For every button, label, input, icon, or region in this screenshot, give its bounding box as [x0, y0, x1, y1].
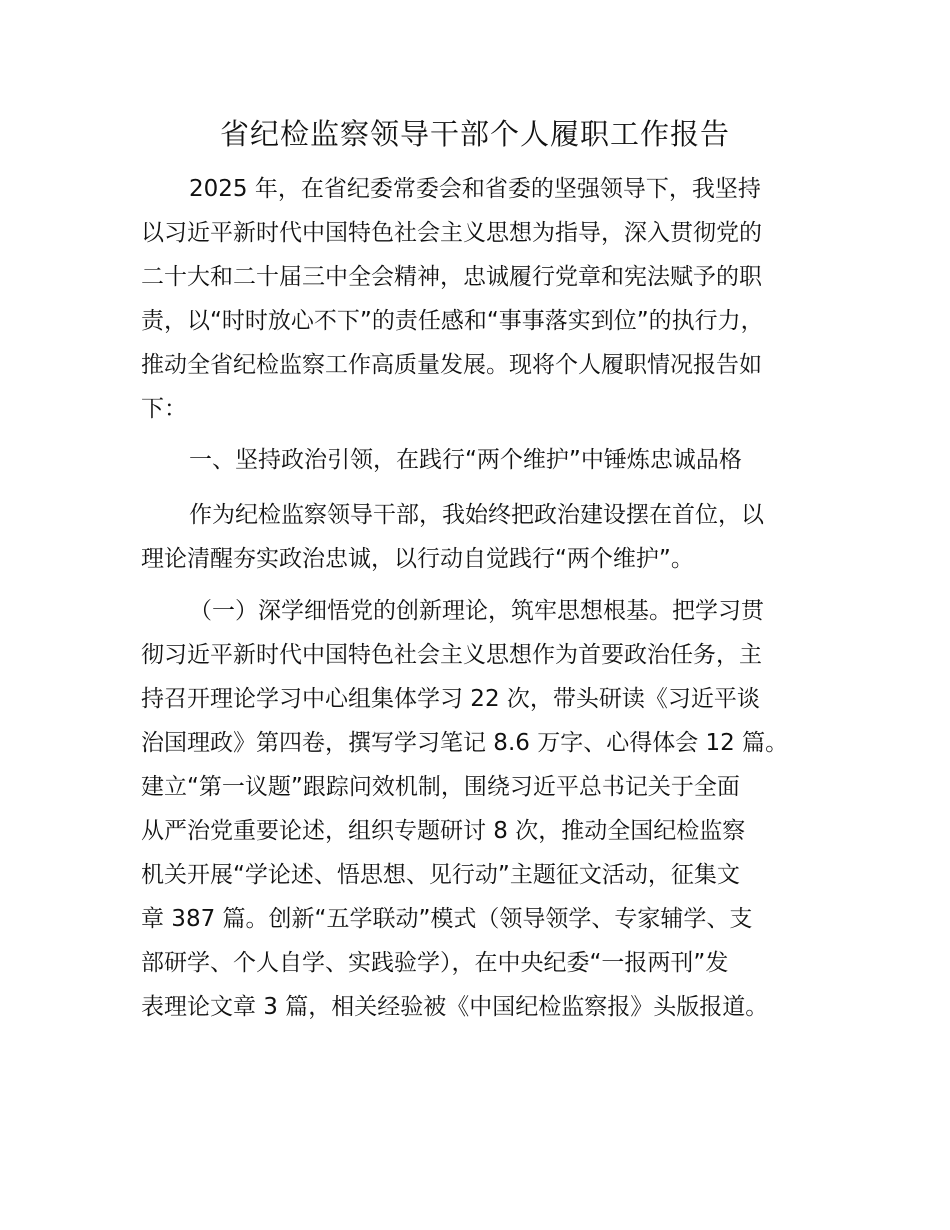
subsection-line: 从严治党重要论述，组织专题研讨 8 次，推动全国纪检监察 [141, 818, 746, 844]
intro-line: 推动全省纪检监察工作高质量发展。现将个人履职情况报告如 [141, 352, 762, 378]
subsection-line: 表理论文章 3 篇，相关经验被《中国纪检监察报》头版报道。 [141, 994, 769, 1020]
intro-line: 以习近平新时代中国特色社会主义思想为指导，深入贯彻党的 [141, 220, 762, 246]
intro-line: 下： [141, 396, 187, 422]
subsection-line: 治国理政》第四卷，撰写学习笔记 8.6 万字、心得体会 12 篇。 [141, 730, 789, 756]
section-heading: 一、坚持政治引领，在践行“两个维护”中锤炼忠诚品格 [189, 447, 742, 473]
subsection-line: 持召开理论学习中心组集体学习 22 次，带头研读《习近平谈 [141, 686, 760, 712]
intro-line: 2025 年，在省纪委常委会和省委的坚强领导下，我坚持 [189, 176, 761, 202]
subsection-line: 机关开展“学论述、悟思想、见行动”主题征文活动，征集文 [141, 862, 740, 888]
intro-line: 二十大和二十届三中全会精神，忠诚履行党章和宪法赋予的职 [141, 264, 762, 290]
subsection-line: 章 387 篇。创新“五学联动”模式（领导领学、专家辅学、支 [141, 906, 753, 932]
subsection-line: 彻习近平新时代中国特色社会主义思想作为首要政治任务，主 [141, 642, 762, 668]
subsection-line: 部研学、个人自学、实践验学），在中央纪委“一报两刊”发 [141, 950, 729, 976]
intro-line: 责，以“时时放心不下”的责任感和“事事落实到位”的执行力， [141, 308, 764, 334]
subsection-line: （一）深学细悟党的创新理论，筑牢思想根基。把学习贯 [189, 598, 764, 624]
section-intro-line: 理论清醒夯实政治忠诚，以行动自觉践行“两个维护”。 [141, 546, 694, 572]
subsection-line: 建立“第一议题”跟踪问效机制，围绕习近平总书记关于全面 [141, 774, 740, 800]
section-intro-line: 作为纪检监察领导干部，我始终把政治建设摆在首位，以 [189, 502, 764, 528]
document-title: 省纪检监察领导干部个人履职工作报告 [219, 117, 730, 151]
